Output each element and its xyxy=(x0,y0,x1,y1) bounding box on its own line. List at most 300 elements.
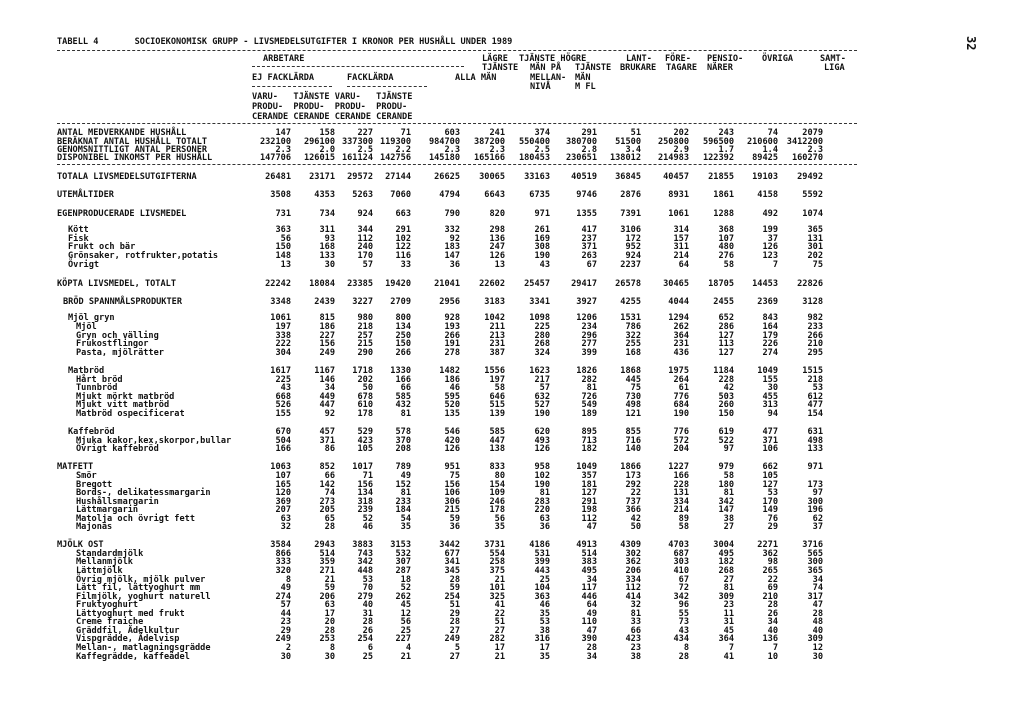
table-cell: 4794 xyxy=(439,190,460,200)
header-arbetare: ARBETARE xyxy=(263,54,305,64)
header-liga: LIGA xyxy=(824,63,845,73)
table-cell: 250 xyxy=(395,331,411,341)
table-cell: 258 xyxy=(489,557,505,567)
table-cell: 72 xyxy=(678,583,689,593)
table-cell: 550400 xyxy=(518,137,550,147)
table-cell: 423 xyxy=(625,634,641,644)
table-cell: 8 xyxy=(285,575,291,585)
table-cell: 443 xyxy=(534,566,550,576)
table-cell: 371 xyxy=(319,436,335,446)
table-cell: 6 xyxy=(367,643,373,653)
table-cell: 952 xyxy=(625,242,641,252)
row-label: Matbröd ospecificerat xyxy=(76,409,185,419)
table-cell: 287 xyxy=(395,566,411,576)
table-cell: 262 xyxy=(395,592,411,602)
table-cell: 603 xyxy=(444,128,460,138)
table-cell: 180453 xyxy=(518,153,550,163)
table-cell: 202 xyxy=(673,128,689,138)
table-cell: 190 xyxy=(673,409,689,419)
table-cell: 126 xyxy=(489,251,505,261)
table-cell: 2.8 xyxy=(581,145,597,155)
table-cell: 895 xyxy=(581,427,597,437)
table-cell: 1866 xyxy=(620,462,641,472)
row-label: Mjukt vitt matbröd xyxy=(76,400,170,410)
table-cell: 126 xyxy=(444,444,460,454)
table-cell: 81 xyxy=(723,488,734,498)
table-cell: 35 xyxy=(539,609,550,619)
table-cell: 81 xyxy=(400,409,411,419)
table-cell: 155 xyxy=(762,375,778,385)
table-cell: 249 xyxy=(444,634,460,644)
table-cell: 49 xyxy=(280,583,291,593)
table-cell: 157 xyxy=(673,234,689,244)
table-cell: 210600 xyxy=(746,137,778,147)
table-cell: 716 xyxy=(625,436,641,446)
table-cell: 3508 xyxy=(270,190,291,200)
table-cell: 196 xyxy=(807,505,823,515)
table-cell: 46 xyxy=(362,522,373,532)
table-cell: 66 xyxy=(400,383,411,393)
table-cell: 734 xyxy=(319,209,335,219)
table-cell: 266 xyxy=(395,348,411,358)
table-cell: 380700 xyxy=(565,137,597,147)
table-cell: 105 xyxy=(357,444,373,454)
table-cell: 436 xyxy=(673,348,689,358)
row-label: Mjuka kakor,kex,skorpor,bullar xyxy=(76,436,232,446)
table-cell: 56 xyxy=(280,234,291,244)
table-cell: 81 xyxy=(400,488,411,498)
table-cell: 197 xyxy=(275,322,291,332)
table-cell: 531 xyxy=(534,549,550,559)
table-cell: 81 xyxy=(723,583,734,593)
table-cell: 228 xyxy=(673,480,689,490)
table-cell: 365 xyxy=(807,225,823,235)
table-cell: 93 xyxy=(324,234,335,244)
header-lagre: LÄGRE xyxy=(482,54,508,64)
table-cell: 183 xyxy=(444,242,460,252)
table-cell: 22826 xyxy=(797,279,823,289)
table-cell: 320 xyxy=(275,566,291,576)
row-label: Standardmjölk xyxy=(76,549,144,559)
table-cell: 504 xyxy=(275,436,291,446)
table-cell: 7 xyxy=(772,260,778,270)
table-cell: 110 xyxy=(581,617,597,627)
table-cell: 30 xyxy=(812,652,823,662)
table-cell: 374 xyxy=(534,128,550,138)
table-cell: 304 xyxy=(275,348,291,358)
table-cell: 160270 xyxy=(791,153,823,163)
table-cell: 731 xyxy=(275,209,291,219)
table-cell: 32 xyxy=(280,522,291,532)
table-cell: 7391 xyxy=(620,209,641,219)
row-label: Majonäs xyxy=(76,522,113,532)
table-cell: 786 xyxy=(625,322,641,332)
table-cell: 4158 xyxy=(757,190,778,200)
table-cell: 313 xyxy=(762,400,778,410)
table-cell: 383 xyxy=(581,557,597,567)
table-cell: 585 xyxy=(489,427,505,437)
table-cell: 414 xyxy=(625,592,641,602)
table-cell: 279 xyxy=(357,592,373,602)
table-cell: 70 xyxy=(362,583,373,593)
table-cell: 447 xyxy=(319,400,335,410)
table-cell: 43 xyxy=(678,626,689,636)
table-cell: 449 xyxy=(319,392,335,402)
divider xyxy=(57,123,857,124)
table-cell: 122 xyxy=(395,242,411,252)
table-cell: 295 xyxy=(807,348,823,358)
divider xyxy=(57,164,857,165)
table-cell: 1355 xyxy=(576,209,597,219)
table-cell: 210 xyxy=(762,592,778,602)
table-cell: 314 xyxy=(673,225,689,235)
row-label: Lätt fil, lättyoghurt mm xyxy=(76,583,201,593)
table-cell: 57 xyxy=(362,260,373,270)
table-cell: 5592 xyxy=(802,190,823,200)
table-cell: 51500 xyxy=(615,137,641,147)
table-cell: 631 xyxy=(807,427,823,437)
table-cell: 218 xyxy=(357,322,373,332)
table-cell: 549 xyxy=(581,400,597,410)
table-cell: 66 xyxy=(630,626,641,636)
table-cell: 80 xyxy=(494,471,505,481)
table-cell: 9746 xyxy=(576,190,597,200)
table-cell: 3183 xyxy=(484,297,505,307)
table-cell: 3348 xyxy=(270,297,291,307)
table-cell: 53 xyxy=(362,575,373,585)
row-label: KÖPTA LIVSMEDEL, TOTALT xyxy=(57,279,176,289)
table-cell: 2.3 xyxy=(444,145,460,155)
table-cell: 457 xyxy=(319,427,335,437)
table-cell: 979 xyxy=(718,462,734,472)
row-label: Filmjölk, yoghurt naturell xyxy=(76,592,211,602)
table-cell: 2455 xyxy=(713,297,734,307)
table-cell: 86 xyxy=(324,444,335,454)
table-cell: 22602 xyxy=(479,279,505,289)
row-label: Matolja och övrigt fett xyxy=(76,514,195,524)
table-cell: 776 xyxy=(673,392,689,402)
table-cell: 173 xyxy=(807,480,823,490)
table-cell: 58 xyxy=(723,471,734,481)
table-cell: 40519 xyxy=(571,172,597,182)
row-label: Hushållsmargarin xyxy=(76,497,159,507)
table-cell: 225 xyxy=(275,375,291,385)
table-cell: 37 xyxy=(767,234,778,244)
table-cell: 43 xyxy=(280,383,291,393)
table-cell: 106 xyxy=(444,488,460,498)
table-cell: 290 xyxy=(357,348,373,358)
table-cell: 334 xyxy=(673,497,689,507)
table-cell: 726 xyxy=(581,392,597,402)
table-cell: 1718 xyxy=(352,366,373,376)
table-cell: 924 xyxy=(357,209,373,219)
table-cell: 1294 xyxy=(668,313,689,323)
table-cell: 368 xyxy=(718,225,734,235)
table-cell: 155 xyxy=(275,409,291,419)
table-cell: 291 xyxy=(395,225,411,235)
table-cell: 1531 xyxy=(620,313,641,323)
table-cell: 215 xyxy=(444,505,460,515)
table-cell: 2.3 xyxy=(275,145,291,155)
table-cell: 3.4 xyxy=(625,145,641,155)
table-cell: 33 xyxy=(400,260,411,270)
table-cell: 63 xyxy=(539,514,550,524)
table-cell: 65 xyxy=(324,514,335,524)
table-cell: 2956 xyxy=(439,297,460,307)
table-cell: 122392 xyxy=(702,153,734,163)
table-cell: 18084 xyxy=(309,279,335,289)
table-cell: 156 xyxy=(319,339,335,349)
table-cell: 101 xyxy=(489,583,505,593)
row-label: Kaffebröd xyxy=(68,427,115,437)
table-cell: 206 xyxy=(625,566,641,576)
table-cell: 230651 xyxy=(565,153,597,163)
table-cell: 23385 xyxy=(347,279,373,289)
table-cell: 51 xyxy=(494,617,505,627)
row-label: Frukostflingor xyxy=(76,339,149,349)
table-cell: 301 xyxy=(807,242,823,252)
table-cell: 55 xyxy=(678,609,689,619)
table-cell: 300 xyxy=(807,497,823,507)
table-cell: 152 xyxy=(395,480,411,490)
header-samt: SAMT- xyxy=(820,54,846,64)
table-cell: 165 xyxy=(275,480,291,490)
table-cell: 47 xyxy=(586,522,597,532)
table-cell: 678 xyxy=(357,392,373,402)
table-cell: 363 xyxy=(275,225,291,235)
table-cell: 67 xyxy=(678,575,689,585)
table-cell: 213 xyxy=(489,331,505,341)
table-cell: 47 xyxy=(812,600,823,610)
table-cell: 520 xyxy=(444,400,460,410)
table-cell: 184 xyxy=(395,505,411,515)
table-cell: 127 xyxy=(581,488,597,498)
table-cell: 1482 xyxy=(439,366,460,376)
table-cell: 227 xyxy=(319,331,335,341)
table-cell: 1074 xyxy=(802,209,823,219)
table-cell: 278 xyxy=(444,348,460,358)
table-cell: 34 xyxy=(586,652,597,662)
table-cell: 133 xyxy=(319,251,335,261)
table-cell: 23171 xyxy=(309,172,335,182)
table-cell: 2876 xyxy=(620,190,641,200)
table-cell: 292 xyxy=(625,480,641,490)
table-cell: 232100 xyxy=(259,137,291,147)
row-label: Övrigt kaffebröd xyxy=(76,444,159,454)
table-cell: 652 xyxy=(718,313,734,323)
table-cell: 29417 xyxy=(571,279,597,289)
table-cell: 228 xyxy=(718,375,734,385)
table-cell: 156 xyxy=(444,480,460,490)
header-pensio: PENSIO- xyxy=(707,54,744,64)
table-cell: 29572 xyxy=(347,172,373,182)
table-cell: 12 xyxy=(812,643,823,653)
table-cell: 30 xyxy=(324,260,335,270)
table-cell: 146 xyxy=(319,375,335,385)
table-cell: 59 xyxy=(449,583,460,593)
table-cell: 21 xyxy=(494,575,505,585)
table-cell: 1975 xyxy=(668,366,689,376)
header-tagare: TAGARE xyxy=(666,63,698,73)
table-cell: 64 xyxy=(678,260,689,270)
table-cell: 231 xyxy=(673,339,689,349)
table-cell: 434 xyxy=(673,634,689,644)
table-cell: 214 xyxy=(673,251,689,261)
table-cell: 30 xyxy=(324,652,335,662)
table-cell: 142 xyxy=(319,480,335,490)
table-cell: 123 xyxy=(762,251,778,261)
table-cell: 8 xyxy=(329,643,335,653)
table-cell: 191 xyxy=(444,339,460,349)
table-cell: 1623 xyxy=(529,366,550,376)
table-cell: 27144 xyxy=(385,172,411,182)
table-cell: 254 xyxy=(357,634,373,644)
table-cell: 790 xyxy=(444,209,460,219)
table-cell: 480 xyxy=(718,242,734,252)
table-cell: 220 xyxy=(534,505,550,515)
table-cell: 37 xyxy=(812,522,823,532)
table-cell: 133 xyxy=(807,444,823,454)
table-cell: 126 xyxy=(762,242,778,252)
table-cell: 572 xyxy=(673,436,689,446)
table-cell: 45 xyxy=(400,600,411,610)
table-cell: 1.4 xyxy=(762,145,778,155)
table-cell: 546 xyxy=(444,427,460,437)
table-cell: 18 xyxy=(400,575,411,585)
table-cell: 364 xyxy=(673,331,689,341)
table-cell: 147706 xyxy=(259,153,291,163)
table-cell: 477 xyxy=(762,427,778,437)
table-cell: 776 xyxy=(673,427,689,437)
table-cell: 202 xyxy=(807,251,823,261)
table-cell: 928 xyxy=(444,313,460,323)
table-cell: 53 xyxy=(767,488,778,498)
header-sub1: VARU- TJÄNSTE VARU- TJÄNSTE xyxy=(252,92,413,102)
table-cell: 26 xyxy=(767,609,778,619)
table-cell: 56 xyxy=(494,514,505,524)
table-cell: 227 xyxy=(395,634,411,644)
table-cell: 324 xyxy=(534,348,550,358)
table-cell: 2.2 xyxy=(395,145,411,155)
table-cell: 951 xyxy=(444,462,460,472)
table-cell: 29492 xyxy=(797,172,823,182)
table-cell: 241 xyxy=(489,128,505,138)
table-cell: 119300 xyxy=(379,137,411,147)
header-fack: FACKLÄRDA xyxy=(347,73,394,83)
table-cell: 102 xyxy=(534,471,550,481)
table-cell: 3584 xyxy=(270,540,291,550)
table-cell: 3442 xyxy=(439,540,460,550)
table-cell: 982 xyxy=(807,313,823,323)
row-label: DISPONIBEL INKOMST PER HUSHÅLL xyxy=(57,153,213,163)
row-label: Grönsaker, rotfrukter,potatis xyxy=(68,251,219,261)
table-cell: 277 xyxy=(581,339,597,349)
table-cell: 670 xyxy=(275,427,291,437)
table-cell: 247 xyxy=(489,242,505,252)
table-cell: 154 xyxy=(489,480,505,490)
row-label: GENOMSNITTLIGT ANTAL PERSONER xyxy=(57,145,208,155)
table-cell: 662 xyxy=(762,462,778,472)
table-cell: 31 xyxy=(723,617,734,627)
table-cell: 1049 xyxy=(576,462,597,472)
table-cell: 495 xyxy=(718,549,734,559)
table-cell: 240 xyxy=(357,242,373,252)
table-cell: 7 xyxy=(772,643,778,653)
table-cell: 233 xyxy=(807,322,823,332)
divider xyxy=(347,86,427,87)
table-cell: 27 xyxy=(494,626,505,636)
table-cell: 1515 xyxy=(802,366,823,376)
table-cell: 35 xyxy=(400,522,411,532)
table-cell: 833 xyxy=(489,462,505,472)
table-cell: 145180 xyxy=(428,153,460,163)
table-cell: 843 xyxy=(762,313,778,323)
table-cell: 29 xyxy=(449,609,460,619)
row-label: BRÖD SPANNMÅLSPRODUKTER xyxy=(63,297,182,307)
table-cell: 208 xyxy=(395,444,411,454)
table-cell: 109 xyxy=(489,488,505,498)
table-cell: 50 xyxy=(362,383,373,393)
table-cell: 149 xyxy=(762,505,778,515)
table-cell: 260 xyxy=(718,400,734,410)
table-cell: 29 xyxy=(767,522,778,532)
table-cell: 7 xyxy=(728,643,734,653)
table-cell: 13 xyxy=(494,260,505,270)
table-cell: 286 xyxy=(718,322,734,332)
header-sub3: CERANDE CERANDE CERANDE CERANDE xyxy=(252,112,413,122)
table-cell: 342 xyxy=(718,497,734,507)
table-cell: 105 xyxy=(762,471,778,481)
table-cell: 27 xyxy=(723,522,734,532)
table-cell: 64 xyxy=(586,600,597,610)
table-cell: 1206 xyxy=(576,313,597,323)
row-label: MATFETT xyxy=(57,462,94,472)
table-cell: 218 xyxy=(807,375,823,385)
table-cell: 168 xyxy=(319,242,335,252)
table-cell: 266 xyxy=(444,331,460,341)
table-cell: 261 xyxy=(534,225,550,235)
table-cell: 42 xyxy=(723,383,734,393)
row-label: Fruktyoghurt xyxy=(76,600,139,610)
table-cell: 399 xyxy=(581,348,597,358)
table-cell: 309 xyxy=(718,592,734,602)
table-cell: 52 xyxy=(362,514,373,524)
table-cell: 291 xyxy=(581,497,597,507)
table-cell: 112 xyxy=(581,514,597,524)
table-cell: 18705 xyxy=(708,279,734,289)
table-cell: 33 xyxy=(630,617,641,627)
table-cell: 1330 xyxy=(390,366,411,376)
table-cell: 370 xyxy=(395,436,411,446)
table-cell: 30 xyxy=(767,383,778,393)
table-cell: 1061 xyxy=(270,313,291,323)
header-lant: LANT- xyxy=(626,54,652,64)
table-cell: 3153 xyxy=(390,540,411,550)
table-cell: 273 xyxy=(319,497,335,507)
table-cell: 522 xyxy=(718,436,734,446)
table-cell: 58 xyxy=(723,260,734,270)
row-label: Mjöl xyxy=(76,322,97,332)
table-cell: 2943 xyxy=(314,540,335,550)
table-cell: 179 xyxy=(762,331,778,341)
table-cell: 231 xyxy=(489,339,505,349)
table-cell: 94 xyxy=(767,409,778,419)
table-cell: 27 xyxy=(449,652,460,662)
table-cell: 338 xyxy=(275,331,291,341)
table-cell: 215 xyxy=(357,339,373,349)
table-cell: 67 xyxy=(586,260,597,270)
table-cell: 75 xyxy=(449,471,460,481)
